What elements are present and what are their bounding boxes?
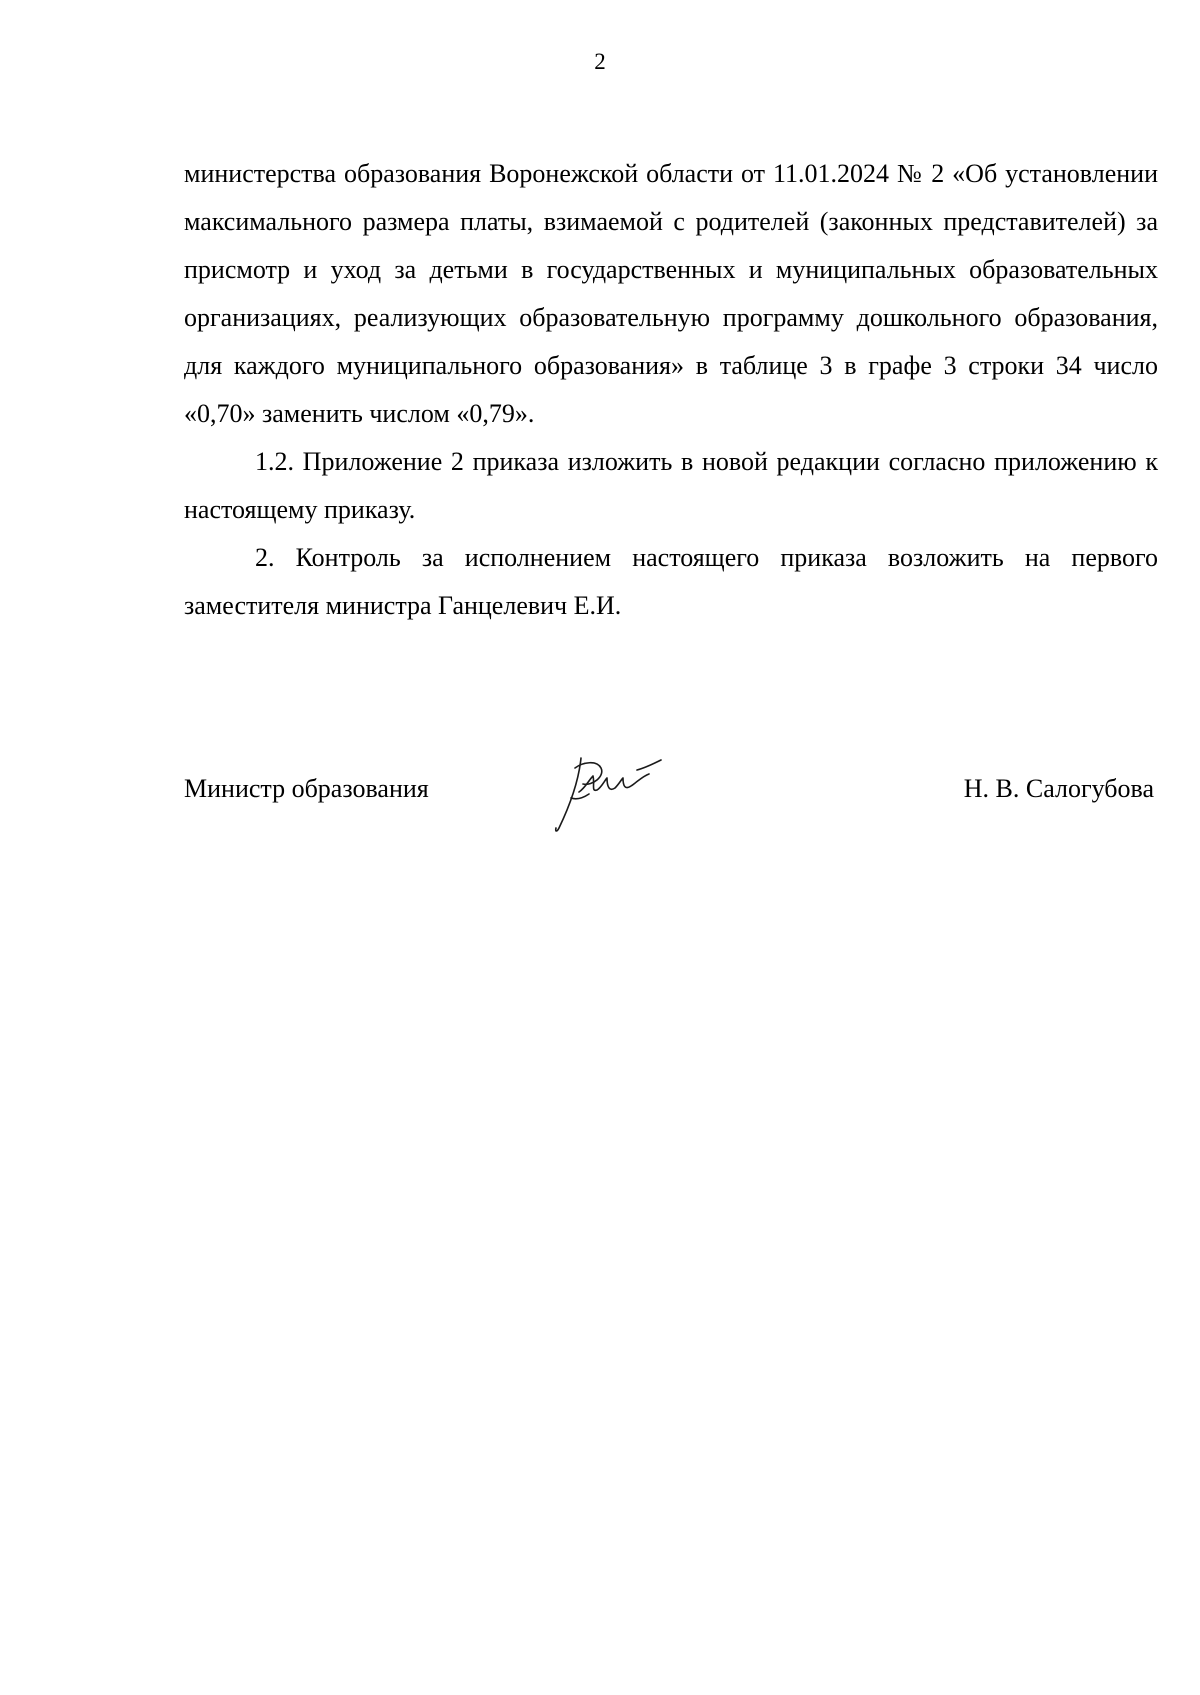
paragraph-amendment-continuation: министерства образования Воронежской области от 11.01.2024 № 2 «Об установлении максимального размера платы, взимаемой с родителей (законных представителей) за присмотр и уход за детьми в государственных и муниципальных образовательных организациях, реализующих образовательную программу дошкольного образования, для каждого муниципального образования» в таблице 3 в графе 3 строки 34 число «0,70» заменить числом «0,79». [184,159,1158,428]
page-number: 2 [594,49,606,74]
signature-block [184,762,1154,862]
signer-name: Н. В. Салогубова [963,774,1154,803]
document-body [184,150,1158,630]
signer-title: Министр образования [184,774,429,803]
handwritten-signature-icon [549,748,679,834]
paragraph-2: 2. Контроль за исполнением настоящего приказа возложить на первого заместителя министра Ганцелевич Е.И. [184,543,1158,620]
paragraph-1-2: 1.2. Приложение 2 приказа изложить в новой редакции согласно приложению к настоящему приказу. [184,447,1158,524]
